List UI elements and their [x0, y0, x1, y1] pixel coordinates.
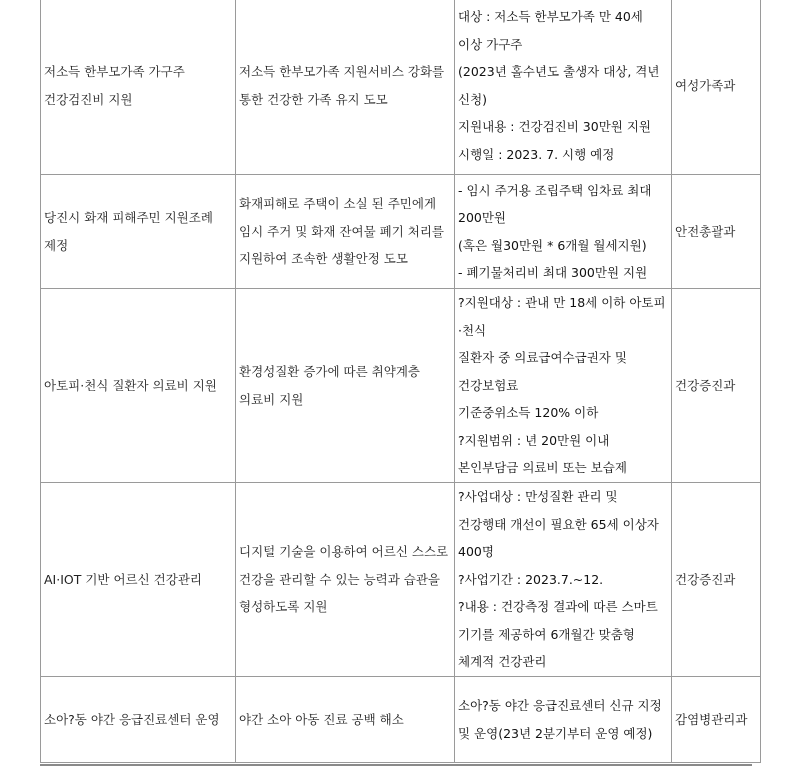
table-row — [41, 677, 761, 763]
policy-details — [455, 175, 672, 289]
policy-name: 저소득 한부모가족 가구주 건강검진비 지원 — [41, 0, 236, 175]
policy-details — [455, 677, 672, 763]
detail-line: 시행일 : 2023. 7. 시행 예정 — [458, 146, 615, 162]
detail-line: 지원내용 : 건강검진비 30만원 지원 — [458, 119, 651, 134]
detail-line: - 임시 주거용 조립주택 임차료 최대 200만원 — [458, 182, 652, 225]
department: 안전총괄과 — [672, 175, 761, 289]
department: 감염병관리과 — [672, 677, 761, 763]
department: 건강증진과 — [672, 483, 761, 677]
department: 건강증진과 — [672, 289, 761, 483]
detail-line: 기준중위소득 120% 이하 — [458, 405, 599, 421]
policy-purpose: 저소득 한부모가족 지원서비스 강화를 통한 건강한 가족 유지 도모 — [236, 0, 455, 175]
policy-purpose: 화재피해로 주택이 소실 된 주민에게 임시 주거 및 화재 잔여물 폐기 처리를 지원하여 조속한 생활안정 도모 — [236, 175, 455, 289]
detail-line: (혹은 월30만원 * 6개월 월세지원) — [458, 237, 647, 253]
table-bottom-rule — [40, 764, 752, 766]
table-row — [41, 0, 761, 175]
department: 여성가족과 — [672, 0, 761, 175]
policy-details — [455, 289, 672, 483]
policy-name: AI·IOT 기반 어르신 건강관리 — [41, 483, 236, 677]
detail-line: 소아?동 야간 응급진료센터 신규 지정 및 운영(23년 2분기부터 운영 예정) — [458, 698, 662, 741]
detail-line: 질환자 중 의료급여수급권자 및 건강보험료 — [458, 350, 627, 393]
table-row — [41, 175, 761, 289]
detail-line: (2023년 홀수년도 출생자 대상, 격년 신청) — [458, 64, 660, 107]
policy-purpose: 디지털 기술을 이용하여 어르신 스스로 건강을 관리할 수 있는 능력과 습관을 형성하도록 지원 — [236, 483, 455, 677]
policy-name: 당진시 화재 피해주민 지원조례 제정 — [41, 175, 236, 289]
policy-name: 소아?동 야간 응급진료센터 운영 — [41, 677, 236, 763]
detail-line: - 폐기물처리비 최대 300만원 지원 — [458, 265, 648, 280]
detail-line: ?내용 : 건강측정 결과에 따른 스마트 기기를 제공하여 6개월간 맞춤형 체계적 건강관리 — [458, 599, 658, 670]
detail-line: 대상 : 저소득 한부모가족 만 40세 이상 가구주 — [458, 9, 643, 52]
detail-line: ?지원대상 : 관내 만 18세 이하 아토피·천식 — [458, 295, 666, 338]
policy-purpose: 환경성질환 증가에 따른 취약계층 의료비 지원 — [236, 289, 455, 483]
detail-line: ?사업기간 : 2023.7.~12. — [458, 571, 604, 587]
detail-line: ?지원범위 : 년 20만원 이내 본인부담금 의료비 또는 보습제 — [458, 432, 627, 476]
policy-details — [455, 483, 672, 677]
policy-details — [455, 0, 672, 175]
policy-purpose: 야간 소아 아동 진료 공백 해소 — [236, 677, 455, 763]
table-row — [41, 289, 761, 483]
policy-name: 아토피·천식 질환자 의료비 지원 — [41, 289, 236, 483]
detail-line: ?사업대상 : 만성질환 관리 및 건강행태 개선이 필요한 65세 이상자 400명 — [458, 489, 659, 560]
policy-table — [40, 0, 761, 763]
table-row — [41, 483, 761, 677]
